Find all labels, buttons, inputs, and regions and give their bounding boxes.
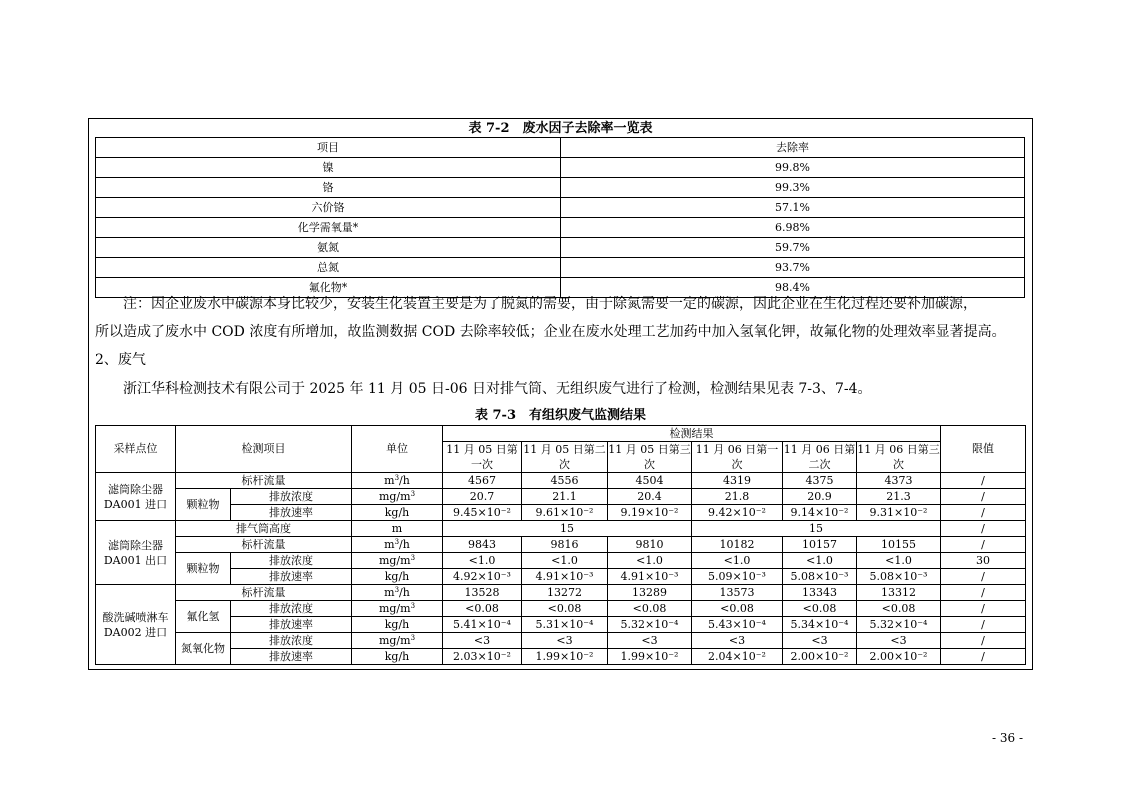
header-run-4: 11 月 06 日第一次	[692, 442, 783, 473]
table-row	[96, 238, 1025, 258]
value-cell: 13528	[443, 585, 522, 601]
value-cell: 1.99×10⁻²	[522, 649, 608, 665]
value-cell: <0.08	[522, 601, 608, 617]
value-cell: 4567	[443, 473, 522, 489]
value-cell: 10182	[692, 537, 783, 553]
table-7-3-caption: 表 7-3 有组织废气监测结果	[474, 408, 646, 423]
value-cell: 10155	[857, 537, 941, 553]
value-cell: 2.00×10⁻²	[857, 649, 941, 665]
value-cell: 9.45×10⁻²	[443, 505, 522, 521]
value-cell: 2.04×10⁻²	[692, 649, 783, 665]
item-cell: 排放浓度	[231, 553, 352, 569]
value-cell: 13272	[522, 585, 608, 601]
value-cell: <1.0	[783, 553, 857, 569]
value-cell: <3	[857, 633, 941, 649]
limit-cell: /	[941, 537, 1026, 553]
value-cell: 5.43×10⁻⁴	[692, 617, 783, 633]
value-cell: <0.08	[443, 601, 522, 617]
header-run-5: 11 月 06 日第二次	[783, 443, 856, 471]
header-item: 项目	[96, 138, 561, 158]
item-cell: 排放速率	[231, 569, 352, 585]
value-cell: 5.32×10⁻⁴	[857, 617, 941, 633]
value-cell: 9843	[443, 537, 522, 553]
rate-cell: 6.98%	[561, 218, 1025, 238]
value-cell: 9810	[608, 537, 692, 553]
value-cell: <3	[522, 633, 608, 649]
header-sampling-point: 采样点位	[96, 426, 176, 473]
value-cell: 5.32×10⁻⁴	[608, 617, 692, 633]
header-run-6: 11 月 06 日第三次	[857, 443, 940, 471]
header-results: 检测结果	[443, 426, 941, 442]
note-line-2: 所以造成了废水中 COD 浓度有所增加，故监测数据 COD 去除率较低；企业在废水处理工艺加药中加入氢氧化钾，故氟化物的处理效率显著提高。	[95, 324, 1006, 340]
value-cell: 15	[692, 521, 941, 537]
item-cell: 氟化物*	[96, 278, 561, 298]
item-cell: 化学需氧量*	[96, 218, 561, 238]
value-cell: <0.08	[608, 601, 692, 617]
pollutant-cell: 颗粒物	[176, 553, 231, 585]
unit-cell: $m^3/h$	[352, 585, 443, 601]
unit-cell: kg/h	[352, 617, 443, 633]
limit-cell: /	[941, 473, 1026, 489]
unit-cell: $m^3/h$	[352, 473, 443, 489]
item-cell: 六价铬	[96, 198, 561, 218]
sampling-point-cell: 滤筒除尘器DA001 出口	[96, 521, 176, 585]
rate-cell: 93.7%	[561, 258, 1025, 278]
table-row	[96, 617, 1026, 633]
value-cell: 5.09×10⁻³	[692, 569, 783, 585]
value-cell: <0.08	[783, 601, 857, 617]
value-cell: 13573	[692, 585, 783, 601]
limit-cell: 30	[941, 553, 1026, 569]
table-row	[96, 585, 1026, 601]
header-limit: 限值	[941, 426, 1026, 473]
item-cell: 排放速率	[231, 649, 352, 665]
table-row	[96, 158, 1025, 178]
value-cell: 1.99×10⁻²	[608, 649, 692, 665]
value-cell: 9.19×10⁻²	[608, 505, 692, 521]
table-row	[96, 489, 1026, 505]
item-cell: 排放速率	[231, 505, 352, 521]
item-cell: 排放浓度	[231, 633, 352, 649]
unit-cell: $mg/m^3$	[352, 633, 443, 649]
header-removal-rate: 去除率	[561, 138, 1025, 158]
value-cell: 9.42×10⁻²	[692, 505, 783, 521]
pollutant-cell: 氟化氢	[176, 601, 231, 633]
value-cell: 9.14×10⁻²	[783, 505, 857, 521]
value-cell: 20.7	[443, 489, 522, 505]
unit-cell: m	[352, 521, 443, 537]
header-unit: 单位	[352, 426, 443, 473]
item-cell: 标杆流量	[176, 585, 352, 601]
item-cell: 铬	[96, 178, 561, 198]
value-cell: <1.0	[443, 553, 522, 569]
table-row	[96, 198, 1025, 218]
limit-cell: /	[941, 569, 1026, 585]
header-run-3: 11 月 05 日第三次	[608, 443, 691, 471]
rate-cell: 99.3%	[561, 178, 1025, 198]
table-row	[96, 258, 1025, 278]
limit-cell: /	[941, 505, 1026, 521]
value-cell: 4.91×10⁻³	[522, 569, 608, 585]
value-cell: 9.31×10⁻²	[857, 505, 941, 521]
table-row	[96, 505, 1026, 521]
value-cell: 9816	[522, 537, 608, 553]
value-cell: 4556	[522, 473, 608, 489]
item-cell: 排放速率	[231, 617, 352, 633]
item-cell: 排放浓度	[231, 601, 352, 617]
pollutant-cell: 氮氧化物	[176, 633, 231, 665]
value-cell: 5.31×10⁻⁴	[522, 617, 608, 633]
unit-cell: kg/h	[352, 505, 443, 521]
rate-cell: 98.4%	[561, 278, 1025, 298]
limit-cell: /	[941, 617, 1026, 633]
unit-cell: $m^3/h$	[352, 537, 443, 553]
value-cell: 2.00×10⁻²	[783, 649, 857, 665]
item-cell: 排气筒高度	[176, 521, 352, 537]
table-7-2	[95, 137, 1025, 298]
value-cell: 4504	[608, 473, 692, 489]
intro-paragraph: 浙江华科检测技术有限公司于 2025 年 11 月 05 日-06 日对排气筒、无组织废气进行了检测，检测结果见表 7-3、7-4。	[123, 381, 872, 397]
sampling-point-cell: 酸洗碱喷淋车 DA002 进口	[96, 585, 176, 665]
limit-cell: /	[941, 489, 1026, 505]
table-row	[96, 569, 1026, 585]
value-cell: 4375	[783, 473, 857, 489]
value-cell: 21.8	[692, 489, 783, 505]
table-row	[96, 601, 1026, 617]
table-7-2-caption: 表 7-2 废水因子去除率一览表	[468, 121, 653, 136]
value-cell: <0.08	[692, 601, 783, 617]
value-cell: 9.61×10⁻²	[522, 505, 608, 521]
value-cell: 5.34×10⁻⁴	[783, 617, 857, 633]
unit-cell: $mg/m^3$	[352, 489, 443, 505]
value-cell: 4373	[857, 473, 941, 489]
value-cell: <1.0	[692, 553, 783, 569]
rate-cell: 99.8%	[561, 158, 1025, 178]
value-cell: 13343	[783, 585, 857, 601]
value-cell: <1.0	[608, 553, 692, 569]
limit-cell: /	[941, 521, 1026, 537]
table-header-row	[96, 426, 1026, 442]
value-cell: 21.3	[857, 489, 941, 505]
value-cell: 20.4	[608, 489, 692, 505]
note-line-1: 注：因企业废水中碳源本身比较少，安装生化装置主要是为了脱氮的需要，由于除氮需要一定的碳源，因此企业在生化过程还要补加碳源，	[123, 296, 977, 312]
item-cell: 镍	[96, 158, 561, 178]
table-row	[96, 218, 1025, 238]
value-cell: <3	[443, 633, 522, 649]
value-cell: <3	[783, 633, 857, 649]
value-cell: 5.08×10⁻³	[783, 569, 857, 585]
limit-cell: /	[941, 585, 1026, 601]
value-cell: 13312	[857, 585, 941, 601]
item-cell: 氨氮	[96, 238, 561, 258]
unit-cell: $mg/m^3$	[352, 553, 443, 569]
pollutant-cell: 颗粒物	[176, 489, 231, 521]
value-cell: 5.08×10⁻³	[857, 569, 941, 585]
table-row	[96, 537, 1026, 553]
limit-cell: /	[941, 601, 1026, 617]
limit-cell: /	[941, 649, 1026, 665]
value-cell: <1.0	[857, 553, 941, 569]
table-row	[96, 553, 1026, 569]
unit-cell: kg/h	[352, 569, 443, 585]
table-row	[96, 521, 1026, 537]
value-cell: 4.91×10⁻³	[608, 569, 692, 585]
item-cell: 标杆流量	[176, 537, 352, 553]
table-header-row	[96, 138, 1025, 158]
value-cell: 2.03×10⁻²	[443, 649, 522, 665]
item-cell: 总氮	[96, 258, 561, 278]
table-row	[96, 178, 1025, 198]
rate-cell: 57.1%	[561, 198, 1025, 218]
value-cell: 21.1	[522, 489, 608, 505]
header-run-2: 11 月 05 日第二次	[523, 443, 606, 471]
value-cell: <0.08	[857, 601, 941, 617]
rate-cell: 59.7%	[561, 238, 1025, 258]
value-cell: <3	[608, 633, 692, 649]
table-row	[96, 473, 1026, 489]
unit-cell: $mg/m^3$	[352, 601, 443, 617]
table-7-3	[95, 425, 1026, 665]
value-cell: 4.92×10⁻³	[443, 569, 522, 585]
value-cell: 15	[443, 521, 692, 537]
section-heading: 2、废气	[95, 352, 146, 368]
value-cell: 4319	[692, 473, 783, 489]
value-cell: 5.41×10⁻⁴	[443, 617, 522, 633]
header-test-item: 检测项目	[176, 426, 352, 473]
sampling-point-cell: 滤筒除尘器DA001 进口	[96, 473, 176, 521]
table-row	[96, 633, 1026, 649]
value-cell: <1.0	[522, 553, 608, 569]
page-number: - 36 -	[992, 731, 1024, 745]
header-run-1: 11 月 05 日第一次	[443, 442, 522, 473]
limit-cell: /	[941, 633, 1026, 649]
item-cell: 标杆流量	[176, 473, 352, 489]
value-cell: <3	[692, 633, 783, 649]
table-row	[96, 649, 1026, 665]
unit-cell: kg/h	[352, 649, 443, 665]
value-cell: 13289	[608, 585, 692, 601]
item-cell: 排放浓度	[231, 489, 352, 505]
value-cell: 20.9	[783, 489, 857, 505]
value-cell: 10157	[783, 537, 857, 553]
